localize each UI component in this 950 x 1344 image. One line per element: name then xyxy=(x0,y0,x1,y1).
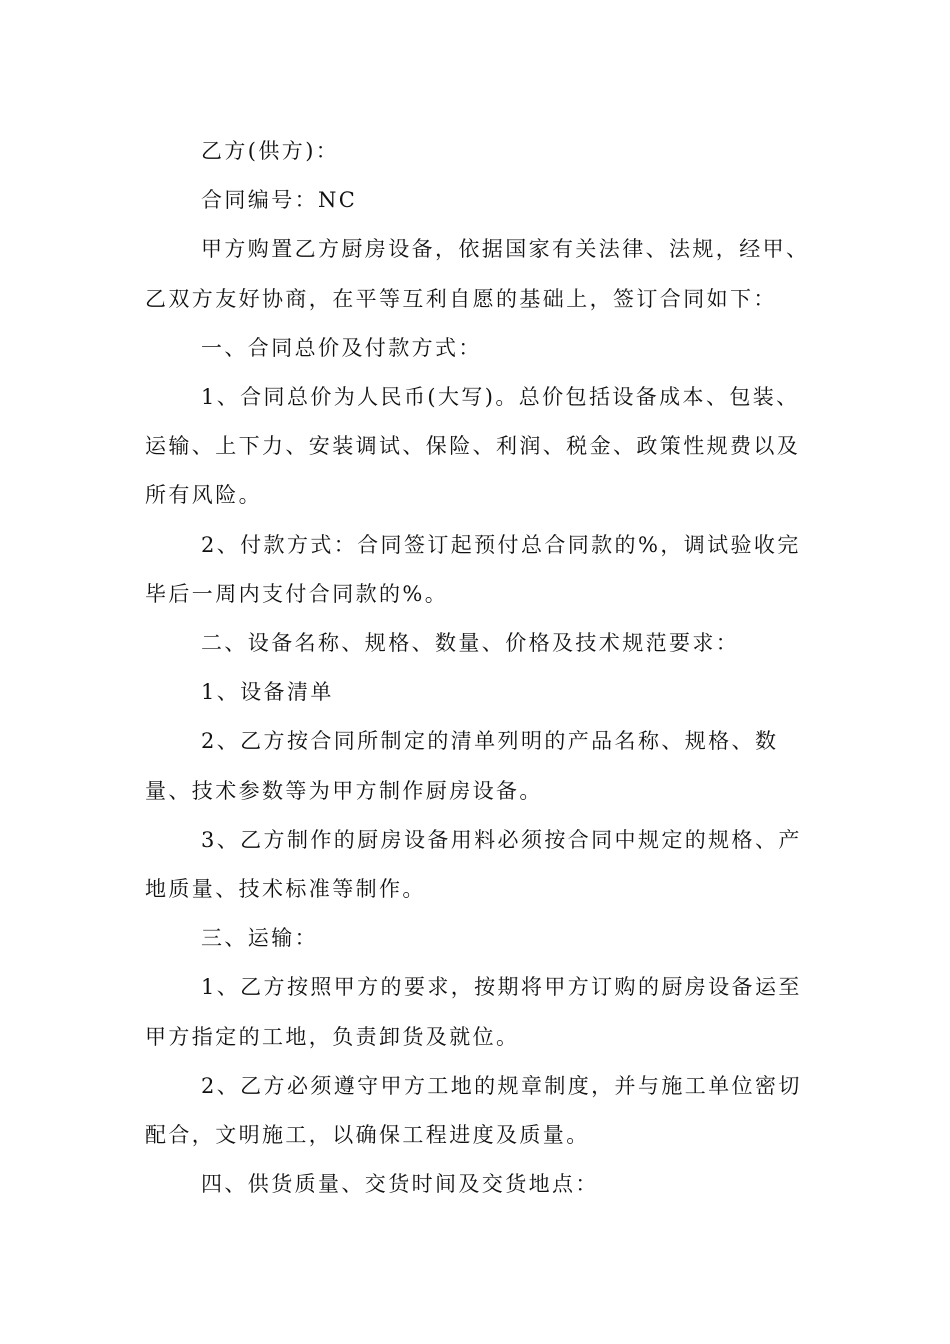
preamble-paragraph: 甲方购置乙方厨房设备，依据国家有关法律、法规，经甲、乙双方友好协商，在平等互利自愿的基础上，签订合同如下： xyxy=(145,237,810,311)
clause-payment-method: 2、付款方式：合同签订起预付总合同款的%，调试验收完毕后一周内支付合同款的%。 xyxy=(145,532,801,606)
clause-material-standard: 3、乙方制作的厨房设备用料必须按合同中规定的规格、产地质量、技术标准等制作。 xyxy=(145,827,802,902)
clause-site-rules: 2、乙方必须遵守甲方工地的规章制度，并与施工单位密切配合，文明施工，以确保工程进度及质量。 xyxy=(145,1073,802,1148)
party-b-line: 乙方(供方)： xyxy=(201,139,340,163)
section-heading-price-payment: 一、合同总价及付款方式： xyxy=(201,335,482,360)
clause-manufacture-spec: 2、乙方按合同所制定的清单列明的产品名称、规格、数量、技术参数等为甲方制作厨房设备。 xyxy=(145,729,779,803)
clause-delivery-to-site: 1、乙方按照甲方的要求，按期将甲方订购的厨房设备运至甲方指定的工地，负责卸货及就位。 xyxy=(145,975,802,1049)
contract-number-line: 合同编号：NC xyxy=(201,188,358,213)
section-heading-equipment: 二、设备名称、规格、数量、价格及技术规范要求： xyxy=(201,631,740,656)
section-heading-transport: 三、运输： xyxy=(201,926,318,951)
clause-total-price: 1、合同总价为人民币(大写)。总价包括设备成本、包装、运输、上下力、安装调试、保险、利润、税金、政策性规费以及所有风险。 xyxy=(145,385,801,508)
section-heading-quality-delivery: 四、供货质量、交货时间及交货地点： xyxy=(201,1172,599,1197)
clause-equipment-list: 1、设备清单 xyxy=(201,680,334,705)
contract-body xyxy=(145,127,810,1209)
